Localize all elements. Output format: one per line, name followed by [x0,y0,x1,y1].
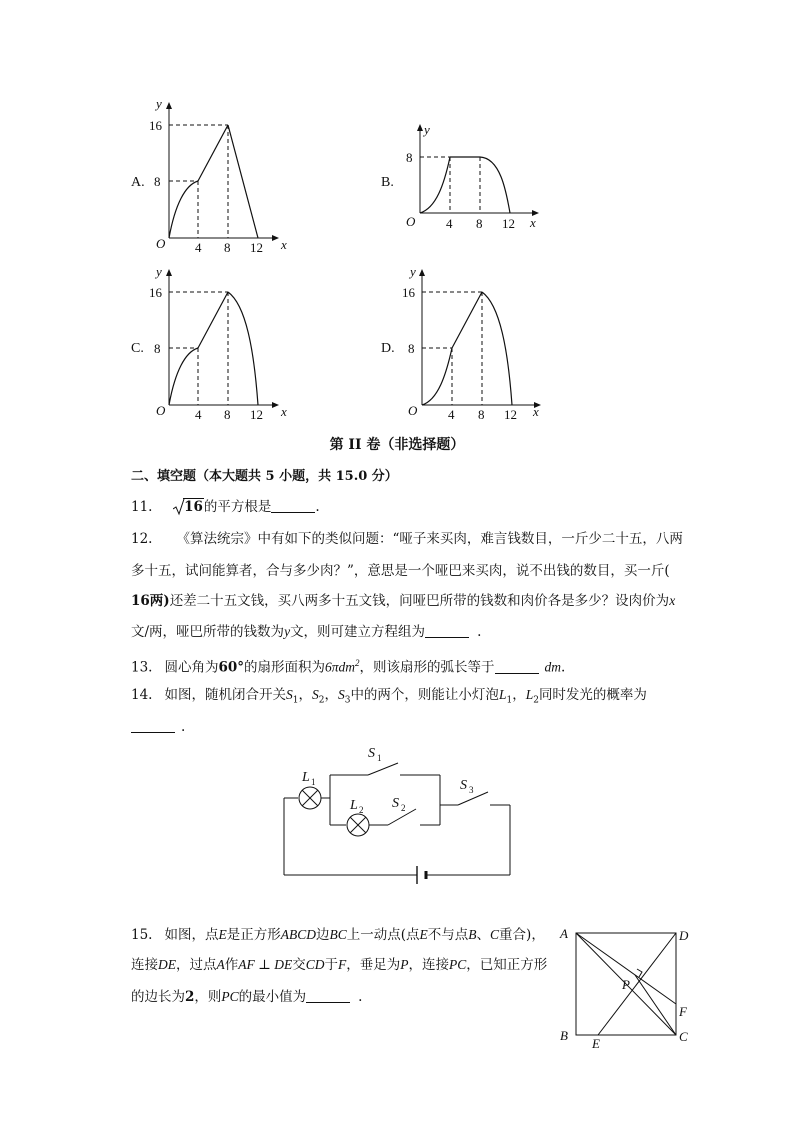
question-12-line1: 12. 《算法统宗》中有如下的类似问题：“哑子来买肉，难言钱数目，一斤少二十五，八两 [131,531,683,547]
radical-sign [173,498,185,516]
label-s3-sub: 3 [469,785,474,795]
tick-label: 4 [195,407,202,422]
question-14: 14. 如图，随机闭合开关$S_1$，$S_2$，$S_3$中的两个，则能让小灯泡$L_1$，$L_2$同时发光的概率为 [131,687,647,706]
origin-label: O [406,214,416,229]
tick-label: 12 [502,216,515,231]
label-s1-sub: 1 [377,753,382,763]
question-15-line3: 的边长为2，则PC的最小值为 . [131,989,363,1005]
tick-label: 4 [448,407,455,422]
tick-label: 8 [408,341,415,356]
question-number: 12. [131,531,153,547]
tick-label: 12 [250,240,263,255]
square-figure [552,920,702,1055]
y-label: y [410,264,416,279]
label-c: C [679,1029,688,1044]
question-12-line3: 16两)还差二十五文钱，买八两多十五文钱，问哑巴所带的钱数和肉价各是多少？设肉价为x [131,593,676,609]
question-15-line1: 15. 如图，点E是正方形ABCD边BC上一动点(点E不与点B、C重合)， [131,927,545,943]
sqrt-expression: 16 [173,498,204,516]
label-p: P [622,977,630,992]
x-label: x [533,404,539,419]
question-number: 15. [131,927,153,943]
tick-label: 8 [154,341,161,356]
label-l1: L [302,770,310,785]
tick-label: 8 [478,407,485,422]
option-label-a: A. [131,175,145,190]
segment-af [576,933,676,1004]
lamp-l1 [299,787,321,809]
label-l2-sub: 2 [359,805,364,815]
question-12-line4: 文/两，哑巴所带的钱数为y文，则可建立方程组为 . [131,624,482,640]
x-label: x [281,237,287,252]
label-b: B [560,1028,568,1043]
answer-blank[interactable] [271,500,315,513]
option-label-c: C. [131,341,144,356]
graph-b [381,122,538,231]
answer-blank[interactable] [495,661,539,674]
segment-de [598,933,676,1035]
part-title: 第 II 卷（非选择题） [329,437,465,453]
tick-label: 4 [195,240,202,255]
label-f: F [679,1004,687,1019]
answer-blank[interactable] [306,990,350,1003]
tick-label: 8 [224,240,231,255]
answer-blank[interactable] [131,720,175,733]
origin-label: O [408,403,418,418]
question-number: 14. [131,687,153,703]
x-label: x [530,215,536,230]
question-11: 11. 16的平方根是 . [131,499,320,515]
label-l1-sub: 1 [311,777,316,787]
origin-label: O [156,236,166,251]
y-label: y [156,264,162,279]
question-number: 11. [131,499,153,515]
answer-blank[interactable] [425,625,469,638]
question-number: 13. [131,659,153,676]
y-label: y [424,122,430,137]
tick-label: 12 [250,407,263,422]
graph-a [131,96,287,255]
label-e: E [592,1036,600,1051]
option-graphs [0,0,794,440]
label-s2: S [392,796,399,811]
question-13: 13. 圆心角为60°的扇形面积为6πdm$^2$，则该扇形的弧长等于 dm. [131,658,566,676]
circuit-diagram [270,735,530,885]
label-l2: L [350,798,358,813]
tick-label: 16 [149,285,162,300]
lamp-l2 [347,814,369,836]
label-d: D [679,928,689,943]
option-label-b: B. [381,175,394,190]
label-a: A [560,926,568,941]
tick-label: 8 [224,407,231,422]
y-label: y [156,96,162,111]
right-angle-mark [637,969,642,977]
graph-c [131,264,287,422]
question-12-line2: 多十五，试问能算者，合与多少肉？”，意思是一个哑巴来买肉，说不出钱的数目，买一斤( [131,563,670,579]
segment-pc [635,975,676,1035]
graph-d [381,264,540,422]
option-label-d: D. [381,341,395,356]
label-s1: S [368,746,375,761]
question-15-line2: 连接DE，过点A作AF ⊥ DE交CD于F，垂足为P，连接PC，已知正方形 [131,957,548,973]
tick-label: 8 [406,150,413,165]
label-s3: S [460,778,467,793]
origin-label: O [156,403,166,418]
tick-label: 12 [504,407,517,422]
x-label: x [281,404,287,419]
tick-label: 16 [402,285,415,300]
tick-label: 8 [476,216,483,231]
tick-label: 4 [446,216,453,231]
switch-s1[interactable] [368,763,398,775]
tick-label: 8 [154,174,161,189]
section-heading: 二、填空题（本大题共 5 小题，共 15.0 分） [131,469,398,484]
tick-label: 16 [149,118,162,133]
label-s2-sub: 2 [401,803,406,813]
question-14-line2: . [131,718,185,736]
